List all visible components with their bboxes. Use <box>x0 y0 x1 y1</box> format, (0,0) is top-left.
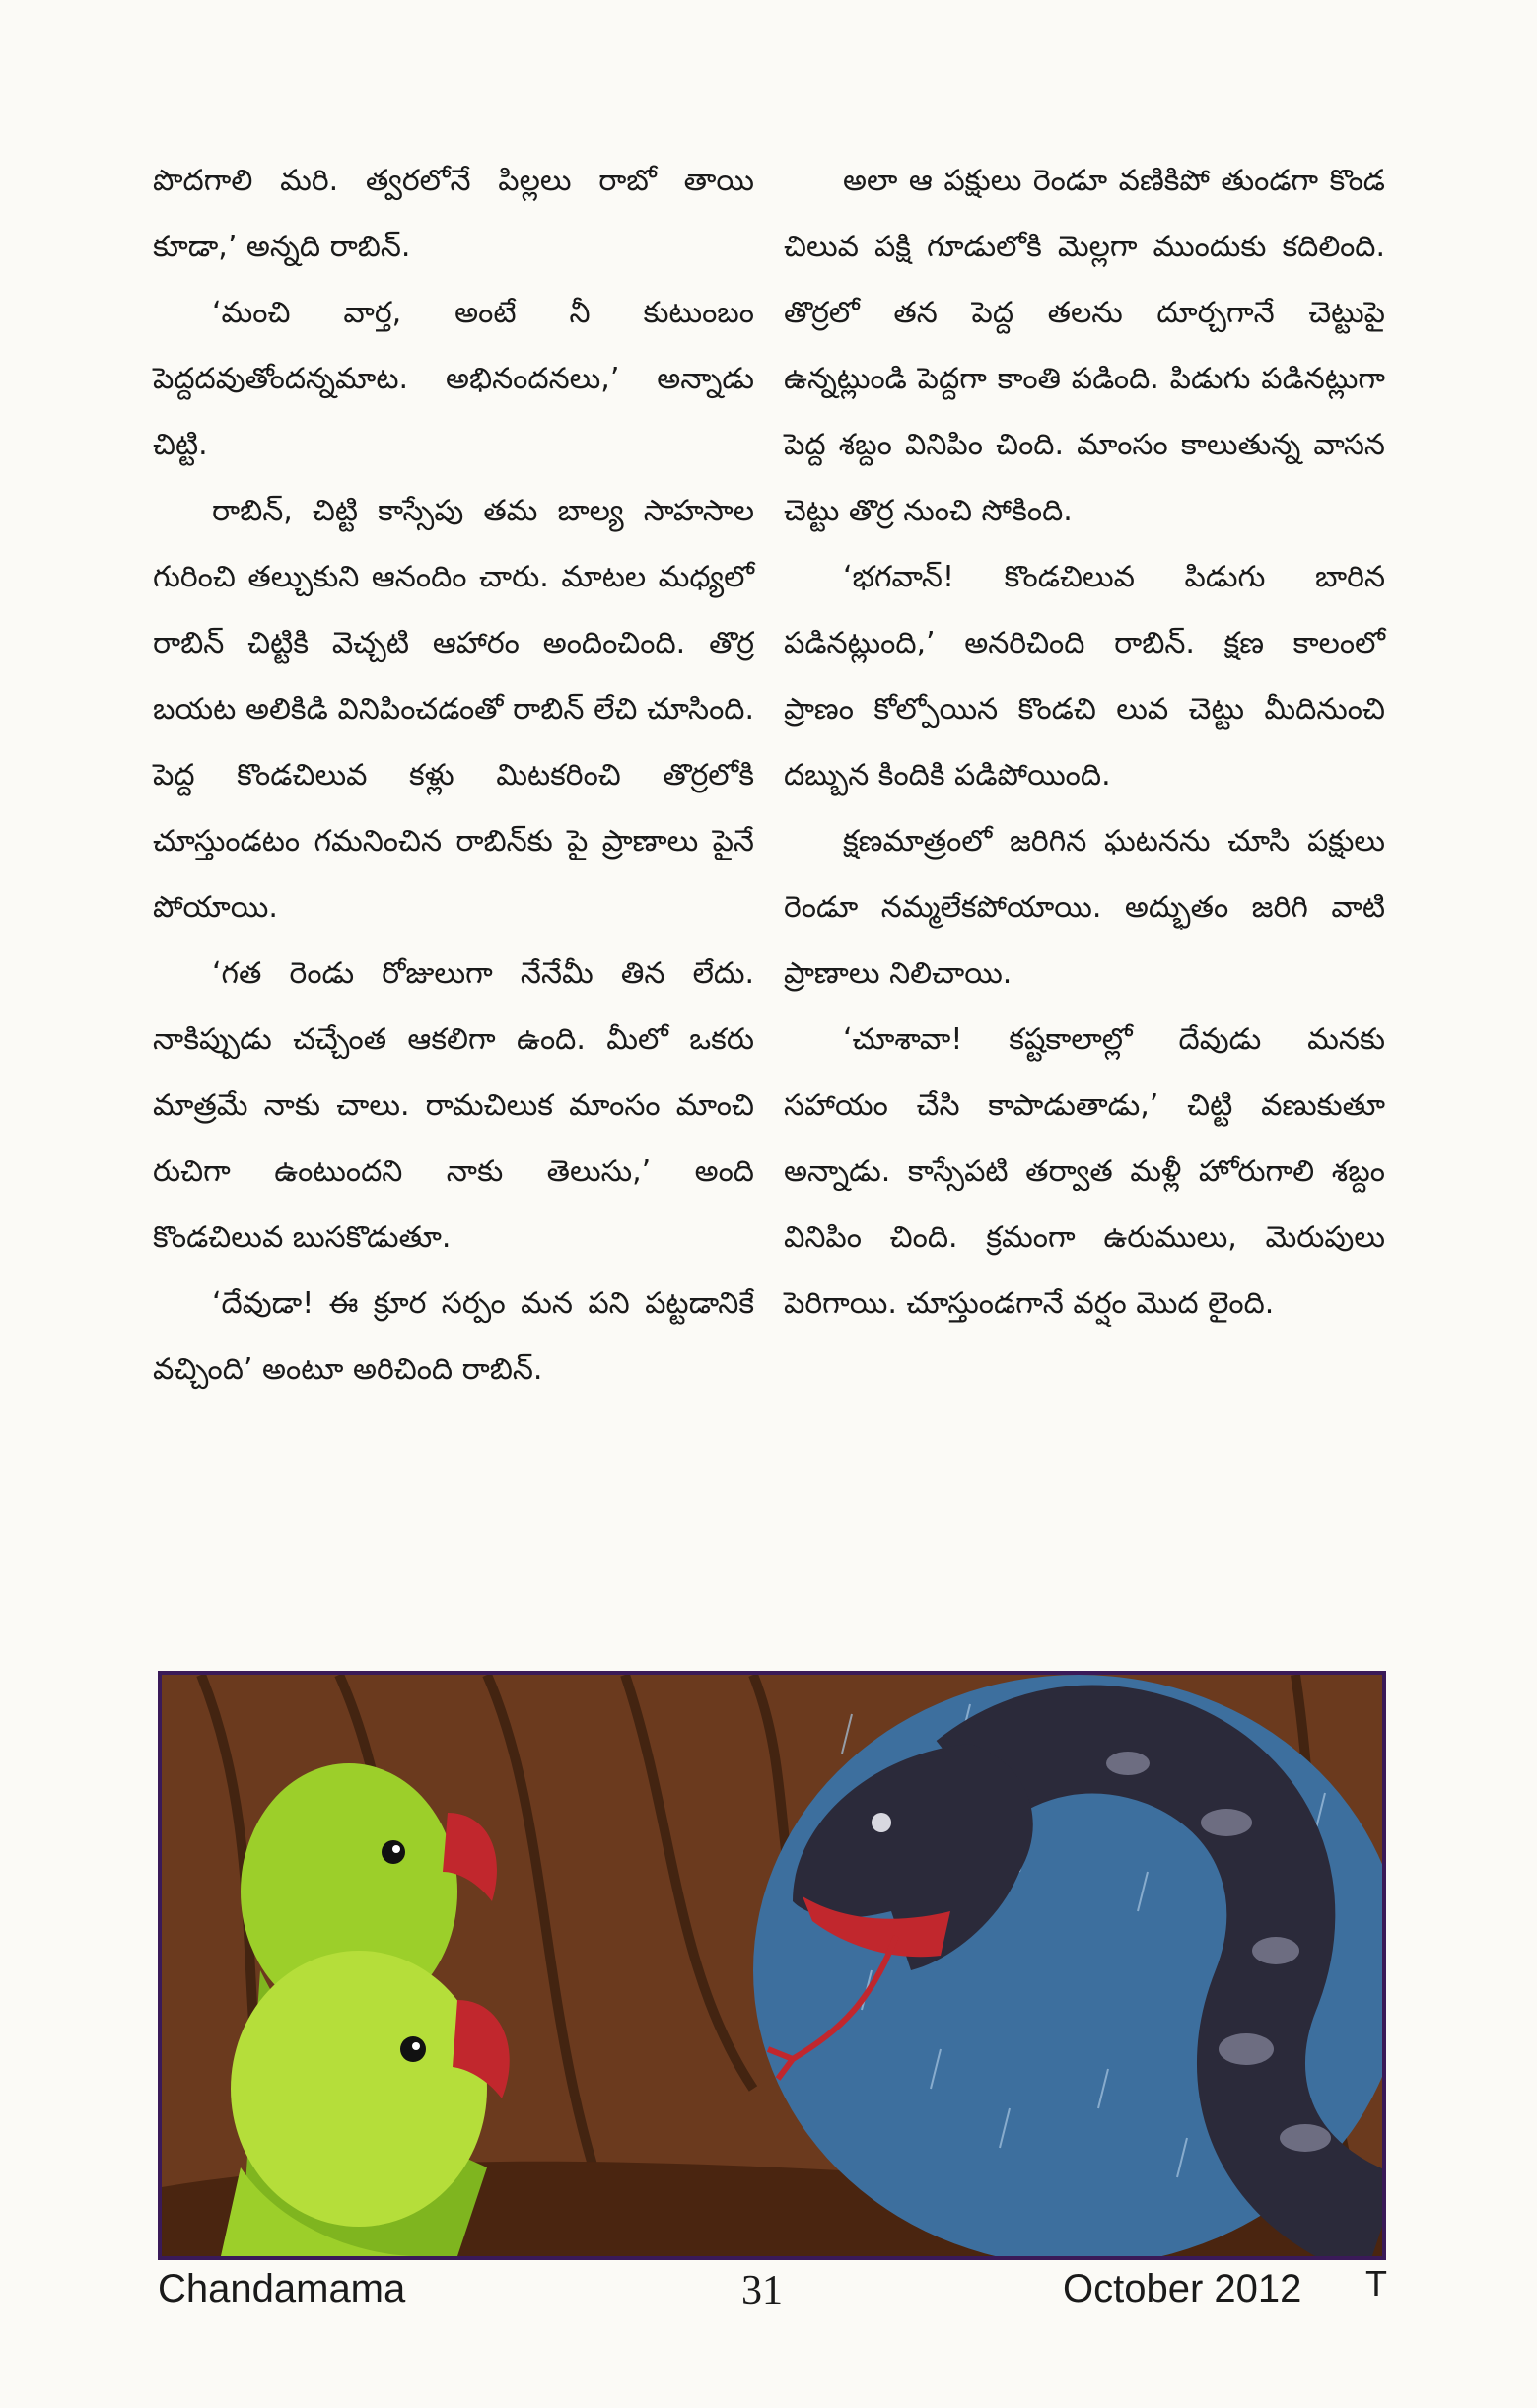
parrot-front <box>231 1951 487 2227</box>
magazine-name: Chandamama <box>158 2267 406 2310</box>
paragraph: ‘భగవాన్! కొండచిలువ పిడుగు బారిన పడినట్లుంది,’ అనరిచింది రాబిన్. క్షణ కాలంలో ప్రాణం కోల్పోయిన కొండచి లువ చెట్టు మీదినుంచి దబ్బున కిందికి పడిపోయింది. <box>784 560 1385 792</box>
paragraph: ‘గత రెండు రోజులుగా నేనేమీ తిన లేదు. నాకిప్పుడు చచ్చేంత ఆకలిగా ఉంది. మీలో ఒకరు మాత్రమే నాకు చాలు. రామచిలుక మాంసం మాంచి రుచిగా ఉంటుందని నాకు తెలుసు,’ అంది కొండచిలువ బుసకొడుతూ. <box>153 956 754 1255</box>
issue-date: October 2012 <box>1063 2267 1302 2310</box>
paragraph: ‘మంచి వార్త, అంటే నీ కుటుంబం పెద్దదవుతోందన్నమాట. అభినందనలు,’ అన్నాడు చిట్టి. <box>153 296 754 462</box>
paragraph: రాబిన్, చిట్టి కాస్సేపు తమ బాల్య సాహసాల గురించి తల్చుకుని ఆనందిం చారు. మాటల మధ్యలో రాబిన్ చిట్టికి వెచ్చటి ఆహారం అందించింది. తొర్ర బయట అలికిడి వినిపించడంతో రాబిన్ లేచి చూసింది. పెద్ద కొండచిలువ కళ్లు మిటకరించి తొర్రలోకి చూస్తుండటం గమనించిన రాబిన్‌కు పై ప్రాణాలు పైనే పోయాయి. <box>153 494 754 925</box>
parrots-and-python-icon <box>162 1675 1382 2256</box>
paragraph: ‘దేవుడా! ఈ క్రూర సర్పం మన పని పట్టడానికే వచ్చింది’ అంటూ అరిచింది రాబిన్. <box>153 1286 754 1387</box>
right-text-column <box>784 148 1385 1337</box>
edition-mark: T <box>1365 2263 1387 2304</box>
paragraph: అలా ఆ పక్షులు రెండూ వణికిపో తుండగా కొండ చిలువ పక్షి గూడులోకి మెల్లగా ముందుకు కదిలింది. తొర్రలో తన పెద్ద తలను దూర్చగానే చెట్టుపై ఉన్నట్లుండి పెద్దగా కాంతి పడింది. పిడుగు పడినట్లుగా పెద్ద శబ్దం వినిపిం చింది. మాంసం కాలుతున్న వాసన చెట్టు తొర్ర నుంచి సోకింది. <box>784 164 1385 528</box>
paragraph: ‘చూశావా! కష్టకాలాల్లో దేవుడు మనకు సహాయం చేసి కాపాడుతాడు,’ చిట్టి వణుకుతూ అన్నాడు. కాస్సేపటి తర్వాత మళ్లీ హోరుగాలి శబ్దం వినిపిం చింది. క్రమంగా ఉరుములు, మెరుపులు పెరిగాయి. చూస్తుండగానే వర్షం మొద లైంది. <box>784 1022 1385 1321</box>
page-number: 31 <box>741 2268 783 2313</box>
paragraph: పొదగాలి మరి. త్వరలోనే పిల్లలు రాబో తాయి కూడా,’ అన్నది రాబిన్. <box>153 164 754 264</box>
story-illustration <box>158 1671 1386 2260</box>
paragraph: క్షణమాత్రంలో జరిగిన ఘటనను చూసి పక్షులు రెండూ నమ్మలేకపోయాయి. అద్భుతం జరిగి వాటి ప్రాణాలు నిలిచాయి. <box>784 824 1385 991</box>
left-text-column <box>153 148 754 1403</box>
